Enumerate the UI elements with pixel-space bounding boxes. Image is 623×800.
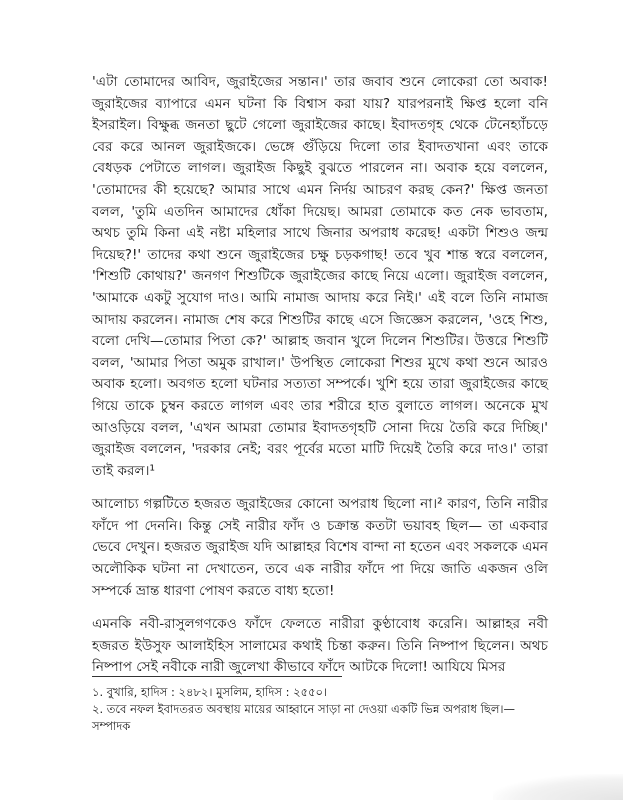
footnotes	[92, 684, 552, 735]
paragraph: এমনকি নবী-রাসুলগণকেও ফাঁদে ফেলতে নারীরা কুণ্ঠাবোধ করেনি। আল্লাহর নবী হজরত ইউসুফ আলাইহিস সালামের কথাই চিন্তা করুন। তিনি নিষ্পাপ ছিলেন। অথচ নিষ্পাপ সেই নবীকে নারী জুলেখা কীভাবে ফাঁদে আটকে দিলো! আযিযে মিসর	[92, 616, 548, 676]
footnote-1: ১. বুখারি, হাদিস : ২৪৮২। মুসলিম, হাদিস : ২৫৫০।	[92, 685, 328, 699]
body-text	[92, 72, 548, 679]
page-curl-shadow	[493, 774, 623, 800]
footnote-divider	[92, 676, 342, 677]
footnote-2: ২. তবে নফল ইবাদতরত অবস্থায় মায়ের আহ্বানে সাড়া না দেওয়া একটি ভিন্ন অপরাধ ছিল।—সম্পাদক	[92, 702, 516, 733]
paragraph: আলোচ্য গল্পটিতে হজরত জুরাইজের কোনো অপরাধ ছিলো না।² কারণ, তিনি নারীর ফাঁদে পা দেননি। কিন্তু সেই নারীর ফাঁদ ও চক্রান্ত কতটা ভয়াবহ ছিল— তা একবার ভেবে দেখুন। হজরত জুরাইজ যদি আল্লাহর বিশেষ বান্দা না হতেন এবং সকলকে এমন অলৌকিক ঘটনা না দেখাতেন, তবে এক নারীর ফাঁদে পা দিয়ে জাতি একজন ওলি সম্পর্কে ভ্রান্ত ধারণা পোষণ করতে বাধ্য হতো!	[92, 496, 548, 599]
paragraph: 'এটা তোমাদের আবিদ, জুরাইজের সন্তান।' তার জবাব শুনে লোকেরা তো অবাক! জুরাইজের ব্যাপারে এমন ঘটনা কি বিশ্বাস করা যায়? যারপরনাই ক্ষিপ্ত হলো বনি ইসরাইল। বিক্ষুব্ধ জনতা ছুটে গেলো জুরাইজের কাছে। ইবাদতগৃহ থেকে টেনেহ্যাঁচড়ে বের করে আনল জুরাইজকে। ভেঙ্গে গুঁড়িয়ে দিলো তার ইবাদতখানা এবং তাকে বেধড়ক পেটাতে লাগল। জুরাইজ কিছুই বুঝতে পারলেন না। অবাক হয়ে বললেন, 'তোমাদের কী হয়েছে? আমার সাথে এমন নির্দয় আচরণ করছ কেন?' ক্ষিপ্ত জনতা বলল, 'তুমি এতদিন আমাদের ধোঁকা দিয়েছ। আমরা তোমাকে কত নেক ভাবতাম, অথচ তুমি কিনা এই নষ্টা মহিলার সাথে জিনার অপরাধ করেছ! একটা শিশুও জন্ম দিয়েছ?!' তাদের কথা শুনে জুরাইজের চক্ষু চড়কগাছ! তবে খুব শান্ত স্বরে বললেন, 'শিশুটি কোথায়?' জনগণ শিশুটিকে জুরাইজের কাছে নিয়ে এলো। জুরাইজ বললেন, 'আমাকে একটু সুযোগ দাও। আমি নামাজ আদায় করে নিই।' এই বলে তিনি নামাজ আদায় করলেন। নামাজ শেষ করে শিশুটির কাছে এসে জিজ্ঞেস করলেন, 'ওহে শিশু, বলো দেখি—তোমার পিতা কে?' আল্লাহ জবান খুলে দিলেন শিশুটির। উত্তরে শিশুটি বলল, 'আমার পিতা অমুক রাখাল।' উপস্থিত লোকেরা শিশুর মুখে কথা শুনে আরও অবাক হলো। অবগত হলো ঘটনার সত্যতা সম্পর্কে। খুশি হয়ে তারা জুরাইজের কাছে গিয়ে তাকে চুম্বন করতে লাগল এবং তার শরীরে হাত বুলাতে লাগল। অনেকে মুখ আওড়িয়ে বলল, 'এখন আমরা তোমার ইবাদতগৃহটি সোনা দিয়ে তৈরি করে দিচ্ছি।' জুরাইজ বললেন, 'দরকার নেই; বরং পূর্বের মতো মাটি দিয়েই তৈরি করে দাও।' তারা তাই করল।¹	[92, 74, 548, 479]
